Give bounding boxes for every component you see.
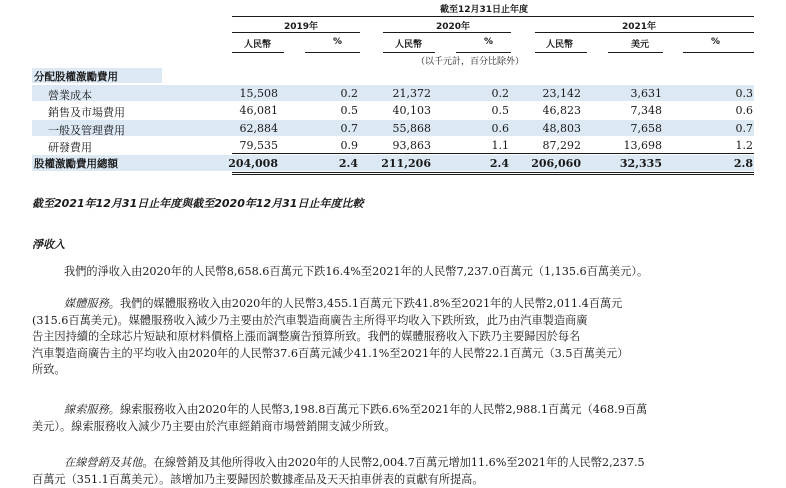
media-line-3: 告主因持續的全球芯片短缺和原材料價格上漲而調整廣告預算所致。我們的媒體服務收入下跌乃主要歸因於每名 [32,330,581,343]
cell: 0.6 [491,122,509,135]
cell: 1.2 [735,139,753,152]
total-cell: 204,008 [228,157,278,170]
row-label-cost: 營業成本 [48,89,92,102]
comparison-title: 截至2021年12月31日止年度與截至2020年12月31日止年度比較 [32,197,364,210]
period-header: 截至12月31日止年度 [440,5,529,15]
year-header-2020: 2020年 [436,22,471,32]
subheader-rule-4 [456,52,511,53]
row-label-selling: 銷售及市場費用 [48,106,125,119]
subheader-rule-6 [608,52,663,53]
subheader-rule-2 [305,52,360,53]
subheader-rule-5 [535,52,587,53]
media-line-5: 所致。 [32,363,66,376]
cell: 1.1 [491,139,509,152]
cell: 0.7 [735,122,753,135]
leads-line-1: 線索服務。線索服務收入由2020年的人民幣3,198.8百萬元下跌6.6%至2021年的人民幣2,988.1百萬元（468.9百萬 [64,403,648,416]
marketplace-line-2: 百萬元（351.1百萬美元）。該增加乃主要歸因於數據產品及天天拍車併表的貢獻有所提高。 [32,472,484,486]
total-rule-2 [232,174,754,175]
total-cell: 2.4 [489,157,509,170]
cell: 46,823 [542,104,581,117]
cell: 13,698 [623,139,662,152]
year-header-2019: 2019年 [284,22,319,32]
cell: 0.3 [735,87,753,100]
row-label-rd: 研發費用 [48,141,92,154]
net-revenue-heading: 淨收入 [32,238,65,251]
cell: 23,142 [542,87,581,100]
total-cell: 32,335 [619,157,662,170]
cell: 0.7 [340,122,358,135]
marketplace-term: 在線營銷及其他 [64,456,143,469]
subheader-rmb-2020: 人民幣 [395,40,423,50]
total-cell: 2.8 [733,157,753,170]
year-rule-2019 [232,32,360,33]
cell: 21,372 [392,87,431,100]
cell: 3,631 [630,87,662,100]
total-cell: 2.4 [338,157,358,170]
subheader-pct-2019: % [333,37,343,47]
cell: 0.6 [735,104,753,117]
cell: 55,868 [392,122,431,135]
subheader-rmb-2021: 人民幣 [546,40,574,50]
year-header-2021: 2021年 [622,22,657,32]
media-paragraph [32,296,628,379]
subheader-pct-2020: % [484,37,494,47]
cell: 62,884 [239,122,278,135]
row-label-ga: 一般及管理費用 [48,124,125,137]
total-label: 股權激勵費用總額 [34,158,118,170]
subheader-rmb-2019: 人民幣 [244,40,272,50]
cell: 40,103 [392,104,431,117]
cell: 0.2 [340,87,358,100]
total-cell: 211,206 [381,157,431,170]
total-cell: 206,060 [531,157,581,170]
subheader-rule-3 [383,52,435,53]
cell: 87,292 [542,139,581,152]
section-label: 分配股權激勵費用 [34,71,118,83]
subheader-pct-2021: % [711,37,721,47]
net-revenue-paragraph [64,264,648,281]
cell: 0.9 [340,139,358,152]
marketplace-line-1: 在線營銷及其他。在線營銷及其他所得收入由2020年的人民幣2,004.7百萬元增加11.6%至2021年的人民幣2,237.5 [64,456,645,469]
marketplace-paragraph [32,455,645,488]
leads-line-2: 美元）。線索服務收入減少乃主要由於汽車經銷商市場營銷開支減少所致。 [32,419,396,433]
cell: 0.5 [491,104,509,117]
cell: 0.2 [491,87,509,100]
year-rule-2021 [535,32,754,33]
leads-paragraph [32,402,647,435]
units-note: （以千元計，百分比除外） [416,57,525,67]
year-rule-2020 [383,32,511,33]
cell: 46,081 [239,104,278,117]
media-line-2: (315.6百萬美元)。媒體服務收入減少乃主要由於汽車製造商廣告主所得平均收入下跌所致，此乃由汽車製造商廣 [32,313,588,327]
subheader-rule-7 [683,52,754,53]
media-term: 媒體服務 [64,297,109,310]
cell: 7,658 [630,122,662,135]
cell: 15,508 [239,87,278,100]
cell: 48,803 [542,122,581,135]
total-rule-1 [232,172,754,173]
cell: 93,863 [392,139,431,152]
leads-term: 線索服務 [64,403,109,416]
subheader-usd-2021: 美元 [631,40,650,50]
cell: 0.5 [340,104,358,117]
header-rule-top [232,16,754,17]
subheader-rule-1 [232,52,284,53]
cell: 79,535 [239,139,278,152]
subtotal-rule [232,153,754,154]
cell: 7,348 [630,104,662,117]
media-line-1: 媒體服務。我們的媒體服務收入由2020年的人民幣3,455.1百萬元下跌41.8%至2021年的人民幣2,011.4百萬元 [64,297,623,310]
media-line-4: 汽車製造商廣告主的平均收入由2020年的人民幣37.6百萬元減少41.1%至2021年的人民幣22.1百萬元（3.5百萬美元） [32,346,629,360]
net-revenue-text: 我們的淨收入由2020年的人民幣8,658.6百萬元下跌16.4%至2021年的人民幣7,237.0百萬元（1,135.6百萬美元）。 [64,265,649,278]
